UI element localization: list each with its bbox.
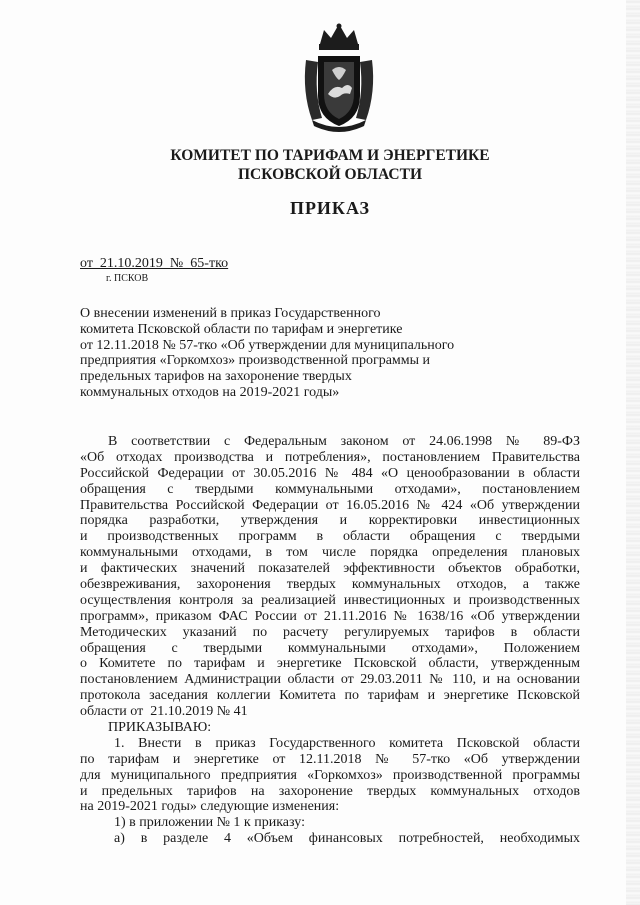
body-line: и производственных программ в области обращения с твердыми (80, 529, 580, 545)
body-line: Правительства Российской Федерации от 16.05.2016 № 424 «Об утверждении (80, 497, 580, 513)
subject-line: предприятия «Горкомхоз» производственной программы и (80, 353, 431, 369)
subject-line: от 12.11.2018 № 57-тко «Об утверждении для муниципального (80, 337, 455, 353)
committee-line-2: ПСКОВСКОЙ ОБЛАСТИ (237, 166, 422, 183)
subject-line: предельных тарифов на захоронение твердых (80, 369, 352, 385)
order-date-number: от 21.10.2019 № 65-тко (80, 256, 229, 271)
sub-item-a-line: а) в разделе 4 «Объем финансовых потребностей, необходимых (114, 831, 580, 847)
body-line: В соответствии с Федеральным законом от 24.06.1998 № 89-ФЗ (108, 434, 580, 449)
body-line: Российской Федерации от 30.05.2016 № 484 «О ценообразовании в области (80, 465, 580, 481)
body-line: обращения с твердыми коммунальными отходами», постановлением (80, 481, 580, 497)
item-line: 1. Внести в приказ Государственного комитета Псковской области (114, 735, 580, 751)
prikazyvayu-heading: ПРИКАЗЫВАЮ: (108, 720, 212, 736)
subject-line: О внесении изменений в приказ Государственного (80, 306, 381, 321)
body-line: области от 21.10.2019 № 41 (80, 704, 248, 720)
body-line: и фактических значений показателей эффективности объектов обработки, (80, 561, 580, 577)
order-city: г. ПСКОВ (106, 273, 149, 284)
body-line: программ», приказом ФАС России от 21.11.2016 № 1638/16 «Об утверждении (80, 608, 580, 624)
item-line: на 2019-2021 годы» следующие изменения: (80, 799, 340, 815)
body-line: протокола заседания коллегии Комитета по тарифам и энергетике Псковской (80, 688, 580, 704)
body-line: о Комитете по тарифам и энергетике Псковской области, утвержденным (80, 656, 580, 672)
item-line: по тарифам и энергетике от 12.11.2018 № 57-тко «Об утверждении (80, 751, 580, 767)
committee-heading (120, 146, 540, 184)
subject-line: коммунальных отходов на 2019-2021 годы» (80, 384, 340, 400)
order-title: ПРИКАЗ (289, 198, 371, 218)
body-line: порядка разработки, утверждения и корректировки инвестиционных (80, 513, 580, 529)
body-line: постановлением Администрации области от 29.03.2011 № 110, и на основании (80, 672, 580, 688)
body-line: обращения с твердыми коммунальными отходами», Положением (80, 640, 580, 656)
item-line: и предельных тарифов на захоронение твердых коммунальных отходов (80, 783, 580, 799)
subject-line: комитета Псковской области по тарифам и энергетике (80, 321, 403, 337)
scan-edge (626, 0, 640, 905)
item-line: для муниципального предприятия «Горкомхоз» производственной программы (80, 767, 580, 783)
body-line: «Об отходах производства и потребления», постановлением Правительства (80, 449, 580, 465)
sub-item-line: 1) в приложении № 1 к приказу: (114, 815, 305, 831)
coat-of-arms-icon (298, 22, 380, 134)
body-line: осуществления контроля за реализацией инвестиционных и производственных (80, 592, 580, 608)
body-line: Методических указаний по расчету регулируемых тарифов в области (80, 624, 580, 640)
order-body (80, 434, 580, 847)
order-subject (80, 306, 520, 401)
body-line: обезвреживания, захоронения твердых коммунальных отходов, а также (80, 577, 580, 593)
body-line: коммунальными отходами, в том числе порядка определения плановых (80, 545, 580, 561)
committee-line-1: КОМИТЕТ ПО ТАРИФАМ И ЭНЕРГЕТИКЕ (170, 147, 490, 164)
